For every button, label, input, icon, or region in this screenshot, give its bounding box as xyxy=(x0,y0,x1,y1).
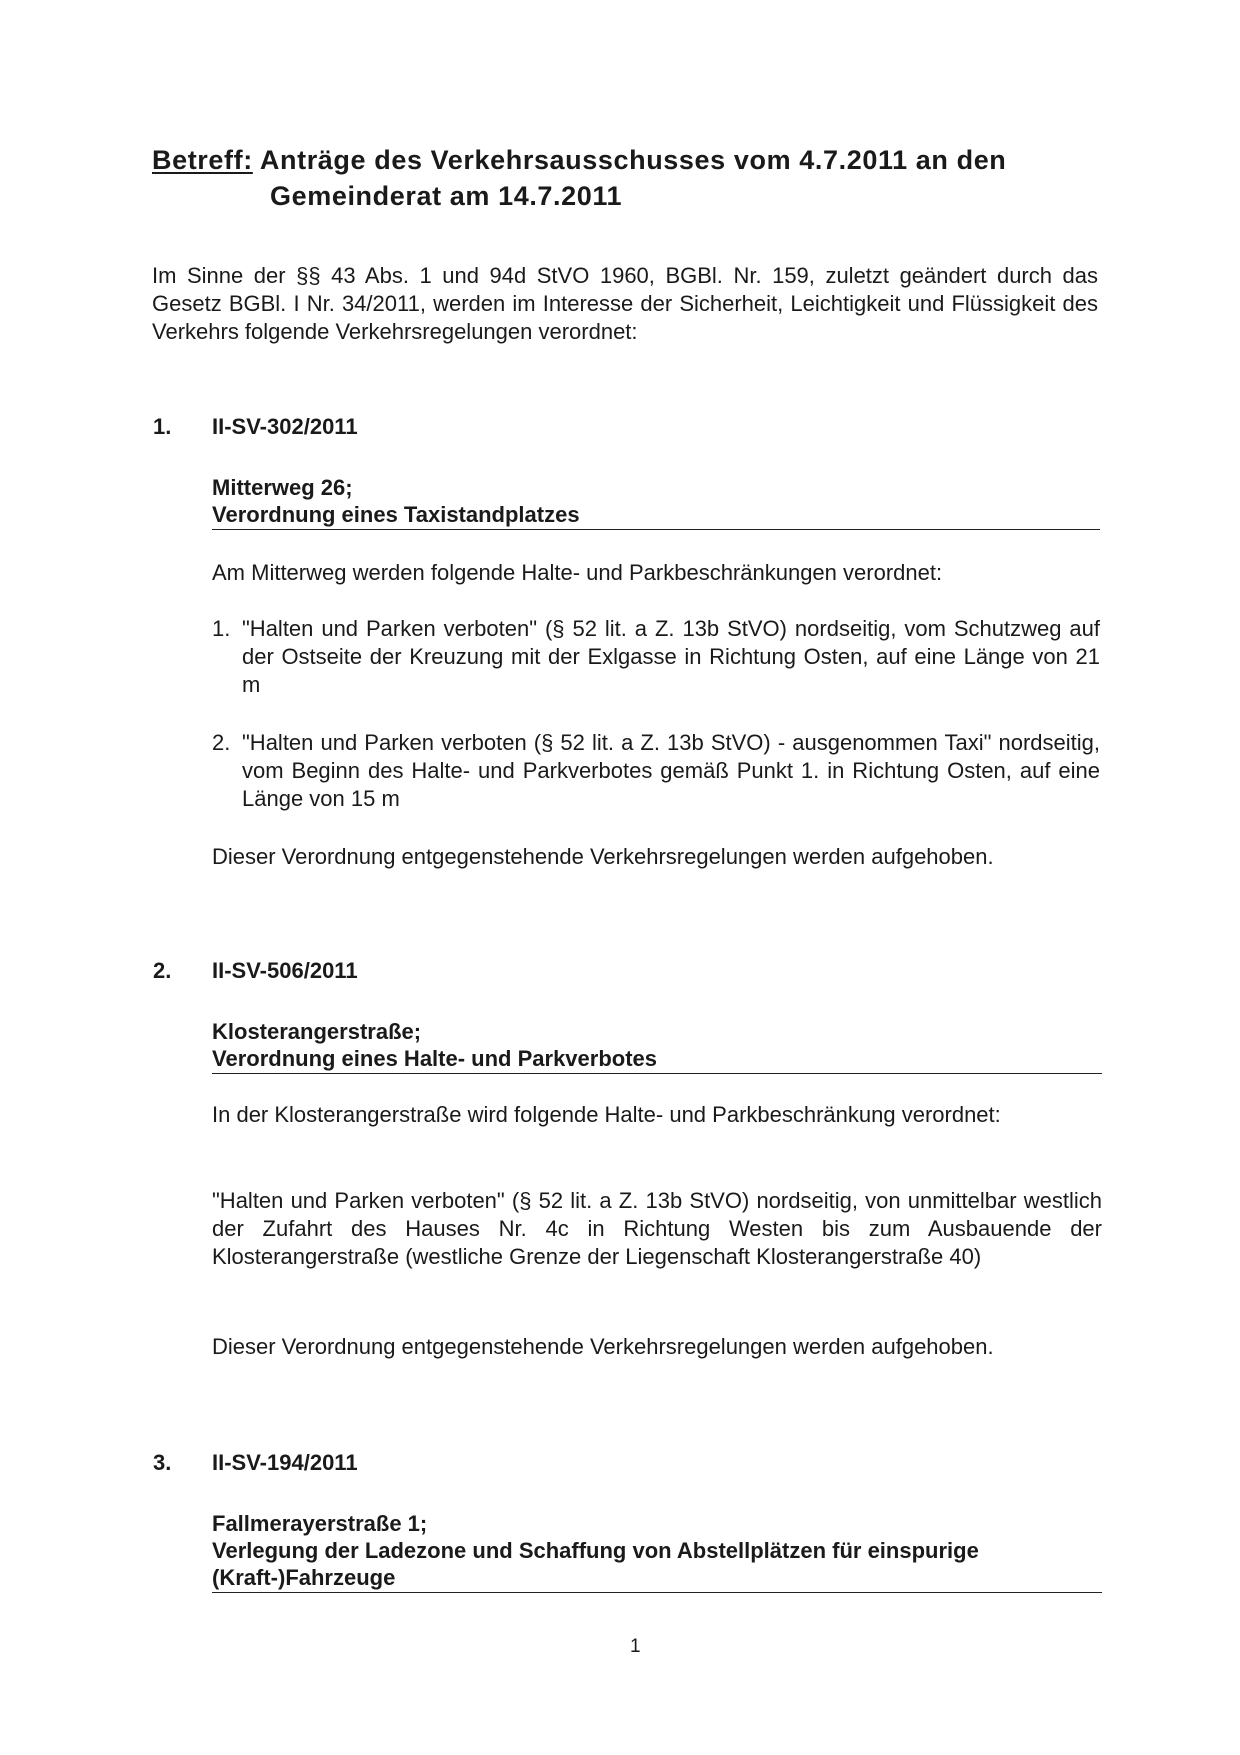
section-3-ref: II-SV-194/2011 xyxy=(212,1450,358,1475)
section-3-heading-3: (Kraft-)Fahrzeuge xyxy=(212,1565,396,1590)
subject-label: Betreff: xyxy=(152,145,253,175)
page-number: 1 xyxy=(630,1636,641,1657)
section-2-paragraph: In der Klosterangerstraße wird folgende Halte- und Parkbeschränkung verordnet: xyxy=(212,1102,1001,1127)
section-1-ref: II-SV-302/2011 xyxy=(212,414,358,439)
section-2-rule xyxy=(212,1073,1102,1074)
section-1-number: 1. xyxy=(153,414,172,439)
section-1-item-2 xyxy=(212,729,1100,813)
section-1-rule xyxy=(212,529,1100,530)
section-2-heading-1: Klosterangerstraße; xyxy=(212,1019,422,1044)
section-2-heading-2: Verordnung eines Halte- und Parkverbotes xyxy=(212,1046,658,1071)
section-1-item-2-text: "Halten und Parken verboten (§ 52 lit. a Z. 13b StVO) - ausgenommen Taxi" nordseitig, vom Beginn des Halte- und Parkverbotes gemäß Punkt 1. in Richtung Osten, auf eine Länge von 15 m xyxy=(242,730,1100,811)
section-2-ref: II-SV-506/2011 xyxy=(212,958,358,983)
section-1-paragraph: Am Mitterweg werden folgende Halte- und Parkbeschränkungen verordnet: xyxy=(212,560,943,585)
intro-paragraph: Im Sinne der §§ 43 Abs. 1 und 94d StVO 1960, BGBl. Nr. 159, zuletzt geändert durch das Gesetz BGBl. I Nr. 34/2011, werden im Interesse der Sicherheit, Leichtigkeit und Flüssigkeit des Verkehrs folgende Verkehrsregelungen verordnet: xyxy=(152,263,1098,344)
section-2-paragraph-2: "Halten und Parken verboten" (§ 52 lit. a Z. 13b StVO) nordseitig, von unmittelbar westlich der Zufahrt des Hauses Nr. 4c in Richtung Westen bis zum Ausbauende der Klosterangerstraße (westliche Grenze der Liegenschaft Klosterangerstraße 40) xyxy=(212,1188,1102,1269)
section-3-heading-2: Verlegung der Ladezone und Schaffung von Abstellplätzen für einspurige xyxy=(212,1538,979,1563)
subject-title-1: Anträge des Verkehrsausschusses vom 4.7.2011 an den xyxy=(259,145,1007,175)
section-1-item-1-number: 1. xyxy=(212,616,231,641)
section-1-closing: Dieser Verordnung entgegenstehende Verkehrsregelungen werden aufgehoben. xyxy=(212,844,994,869)
section-1-item-1 xyxy=(212,615,1100,699)
section-3-heading-1: Fallmerayerstraße 1; xyxy=(212,1511,428,1536)
section-3-number: 3. xyxy=(153,1450,172,1475)
subject-line-1 xyxy=(152,142,1112,178)
section-1-item-1-text: "Halten und Parken verboten" (§ 52 lit. a Z. 13b StVO) nordseitig, vom Schutzweg auf der Ostseite der Kreuzung mit der Exlgasse in Richtung Osten, auf eine Länge von 21 m xyxy=(242,616,1100,697)
section-1-heading-1: Mitterweg 26; xyxy=(212,475,353,500)
subject-title-2: Gemeinderat am 14.7.2011 xyxy=(270,181,623,211)
section-2-number: 2. xyxy=(153,958,172,983)
section-1-item-2-number: 2. xyxy=(212,730,231,755)
section-2-closing: Dieser Verordnung entgegenstehende Verkehrsregelungen werden aufgehoben. xyxy=(212,1334,994,1359)
section-3-rule xyxy=(212,1592,1102,1593)
section-1-heading-2: Verordnung eines Taxistandplatzes xyxy=(212,502,580,527)
